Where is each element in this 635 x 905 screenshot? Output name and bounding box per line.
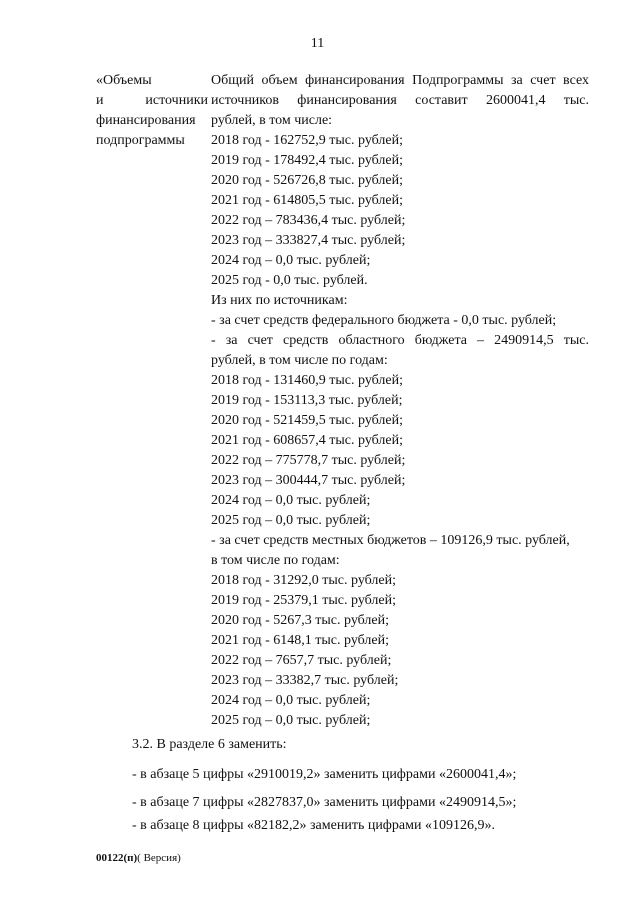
- content-line: Общий объем финансирования Подпрограммы за счет всех: [211, 73, 589, 88]
- content-line: 2019 год - 153113,3 тыс. рублей;: [211, 393, 403, 408]
- content-line: источников финансирования составит 2600041,4 тыс.: [211, 93, 589, 108]
- content-line: 2020 год - 521459,5 тыс. рублей;: [211, 413, 404, 428]
- content-line: 2021 год - 6148,1 тыс. рублей;: [211, 633, 390, 648]
- content-line: 2022 год – 775778,7 тыс. рублей;: [211, 453, 406, 468]
- content-line: - за счет средств местных бюджетов – 109126,9 тыс. рублей,: [211, 533, 570, 548]
- label-line-spread: [96, 91, 208, 111]
- content-line: Из них по источникам:: [211, 293, 348, 308]
- content-line: 2023 год – 333827,4 тыс. рублей;: [211, 233, 406, 248]
- content-line: 2020 год - 5267,3 тыс. рублей;: [211, 613, 390, 628]
- label-word: и: [96, 93, 104, 108]
- content-line: 2018 год - 162752,9 тыс. рублей;: [211, 133, 404, 148]
- content-line: 2024 год – 0,0 тыс. рублей;: [211, 253, 371, 268]
- document-version: ( Версия): [137, 852, 181, 864]
- content-line: 2023 год – 300444,7 тыс. рублей;: [211, 473, 406, 488]
- content-line: 2019 год - 25379,1 тыс. рублей;: [211, 593, 397, 608]
- content-line: - за счет средств федерального бюджета - 0,0 тыс. рублей;: [211, 313, 557, 328]
- page-number: 11: [310, 36, 325, 51]
- content-line: 2021 год - 614805,5 тыс. рублей;: [211, 193, 404, 208]
- content-line: 2024 год – 0,0 тыс. рублей;: [211, 693, 371, 708]
- content-line: - за счет средств областного бюджета – 2490914,5 тыс.: [211, 333, 589, 348]
- amendment-item: - в абзаце 7 цифры «2827837,0» заменить цифрами «2490914,5»;: [132, 795, 517, 810]
- content-line: 2018 год - 131460,9 тыс. рублей;: [211, 373, 404, 388]
- content-line: 2025 год – 0,0 тыс. рублей;: [211, 513, 371, 528]
- document-code: 00122(п): [96, 852, 138, 864]
- content-line: 2023 год – 33382,7 тыс. рублей;: [211, 673, 399, 688]
- content-line: в том числе по годам:: [211, 553, 340, 568]
- content-line: рублей, в том числе по годам:: [211, 353, 388, 368]
- content-line: 2025 год – 0,0 тыс. рублей;: [211, 713, 371, 728]
- content-line: рублей, в том числе:: [211, 113, 333, 128]
- content-line: 2024 год – 0,0 тыс. рублей;: [211, 493, 371, 508]
- content-line: 2018 год - 31292,0 тыс. рублей;: [211, 573, 397, 588]
- table-label-cell: [96, 71, 208, 151]
- section-heading: 3.2. В разделе 6 заменить:: [132, 737, 287, 752]
- label-line: финансирования: [96, 113, 196, 128]
- content-line: 2025 год - 0,0 тыс. рублей.: [211, 273, 368, 288]
- label-line: «Объемы: [96, 73, 152, 88]
- content-line: 2020 год - 526726,8 тыс. рублей;: [211, 173, 404, 188]
- content-line: 2022 год – 783436,4 тыс. рублей;: [211, 213, 406, 228]
- amendment-item: - в абзаце 5 цифры «2910019,2» заменить цифрами «2600041,4»;: [132, 767, 517, 782]
- content-line: 2021 год - 608657,4 тыс. рублей;: [211, 433, 404, 448]
- amendment-item: - в абзаце 8 цифры «82182,2» заменить цифрами «109126,9».: [132, 818, 495, 833]
- table-content-cell: [211, 71, 589, 731]
- label-word: источники: [145, 93, 208, 108]
- content-line: 2022 год – 7657,7 тыс. рублей;: [211, 653, 392, 668]
- content-line: 2019 год - 178492,4 тыс. рублей;: [211, 153, 404, 168]
- label-line: подпрограммы: [96, 133, 185, 148]
- document-footer: [96, 852, 181, 864]
